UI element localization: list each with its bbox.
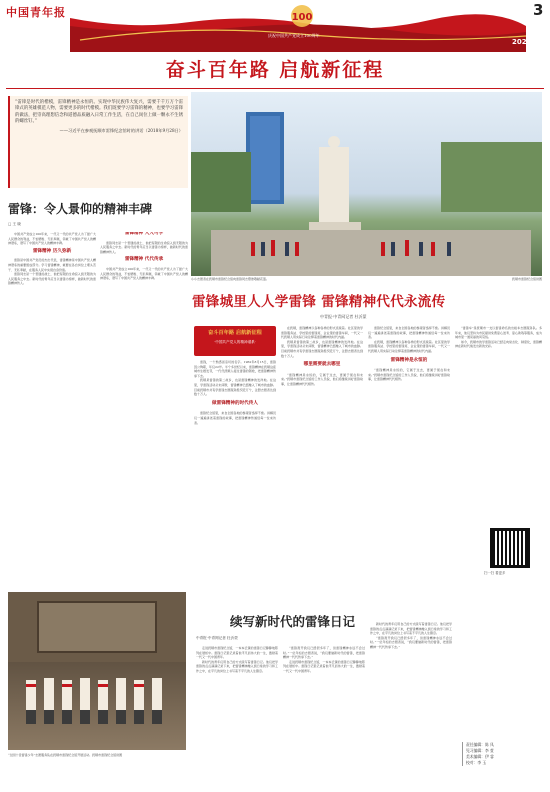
headline-rule [6,88,544,89]
bottom-article-byline: 中青报·中青网记者 杜沂蒙 [196,636,238,640]
qr-label: 扫一扫 看更多 [484,571,506,575]
bottom-col-3 [370,622,452,786]
main-article-byline: 中青报·中青网记者 杜沂蒙 [320,314,367,319]
bottom-para-3: “雷锋离开我们已经很多年了，但雷锋精神永远不会过时。”一位年轻的志愿者说，“我们要做新时代的雷锋，把雷锋精神一代代传承下去。” [283,646,365,660]
left-para-1: 中国共产党成立100年来，一代又一代的共产党人为了最广大人民群众的利益，不怕牺牲、无私奉献，铸就了中国共产党人的精神谱系，谱写了中国共产党人的精神丰碑。 [8,232,96,246]
main-subtitle-1: 做雷锋精神的时代传人 [212,400,258,406]
main-para-2: 抚顺是雷锋的第二故乡，也是雷锋精神的发祥地。在这里，学雷锋活动从未间断，雷锋精神已经融入了城市的血脉。目前抚顺市共有学雷锋志愿服务组织近万个，注册志愿者达到数十万人。 [194,378,276,397]
right-col [455,326,542,522]
year-end: 2021 [512,38,532,46]
bottom-photo [8,592,186,750]
main-photo-credit: 抚顺市雷锋纪念馆供图 [511,277,542,281]
right-para-1: “雷锋车”是抚顺市一支以雷锋命名的出租车志愿服务队。多年来，他们坚持为市民提供免费爱心送考、爱心助残等服务，成为城市里一道亮丽的风景线。 [455,326,542,340]
bottom-para-1: 走进抚顺市雷锋纪念馆，一本本泛黄的雷锋日记静静地陈列在展柜中。雷锋日记里记录着他平凡而伟大的一生，激励着一代又一代中国青年。 [196,646,278,660]
left-subtitle-2: 雷锋精神 历久弥新 [32,248,72,254]
main-photo [191,92,542,276]
left-col-1 [8,232,96,588]
left-para-4: 中国共产党成立100年来，一代又一代的共产党人为了最广大人民群众的利益，不怕牺牲、无私奉献，铸就了中国共产党人的精神谱系，谱写了中国共产党人的精神丰碑。 [100,266,188,281]
main-col-2 [281,326,363,610]
page-headline: 奋斗百年路 启航新征程 [165,59,385,81]
svg-text:100: 100 [291,12,313,23]
left-col-2 [100,232,188,588]
masthead [0,0,550,52]
bottom-para-4: 走进抚顺市雷锋纪念馆，一本本泛黄的雷锋日记静静地陈列在展柜中。雷锋日记里记录着他平凡而伟大的一生，激励着一代又一代中国青年。 [283,659,365,673]
main-subtitle-2: 哪里需要就去哪里 [303,362,341,368]
credit-proof: 校对：李 玉 [466,760,487,765]
banner-decoration [70,0,526,52]
main-para-9: “雷锋精神是永恒的，它属于过去，更属于现在和未来。”抚顺市雷锋纪念馆的工作人员说，他们将继续讲好雷锋故事，让雷锋精神代代相传。 [368,368,450,382]
right-para-2: 如今，抚顺市的学雷锋活动已经走向常态化、制度化，雷锋精神在新时代焕发出新的光彩。 [455,339,542,349]
main-para-7: 雷锋纪念馆里，来自全国各地的参观者络绎不绝。讲解员们一遍遍讲述着雷锋的故事，把雷锋精神传递给每一位来访者。 [368,326,450,340]
main-article-title: 雷锋城里人人学雷锋 雷锋精神代代永流传 [192,294,446,310]
main-col-3 [368,326,450,610]
main-photo-caption: 小小志愿者在抚顺市雷锋纪念馆向雷锋同志塑像敬献花篮。 [191,277,270,281]
main-para-4: 在抚顺，雷锋精神以各种各样的形式延续着。社区里的学雷锋服务站、学校里的雷锋班、企业里的雷锋车间，一代又一代抚顺人用实际行动诠释着雷锋精神的时代内涵。 [281,326,363,340]
quote-box [8,96,188,188]
left-para-3: 雷锋同志是一个普通的战士，他把有限的生命投入到无限的为人民服务之中去。新时代的青年应当以雷锋为榜样，做新时代的雷锋精神传人。 [100,240,188,254]
left-para-2: 雷锋是中国共产党员的杰出代表，雷锋精神是中国共产党人精神谱系的重要组成部分。学习雷锋精神，就要在各自岗位上埋头苦干、无私奉献，在服务人民中实现自身价值。 [8,258,96,272]
banner-text: 庆祝中国共产党成立100周年 [268,33,320,38]
page-number: 3 [533,1,544,19]
credit-art: 美术编辑：伊 睿 [466,754,494,759]
bottom-para-5: 新时代的青年们用自己的方式续写着雷锋日记。他们把学雷锋的点点滴滴记录下来，把雷锋精神融入到日常的学习和工作之中，在平凡的岗位上书写着不平凡的人生篇章。 [370,622,452,636]
left-subtitle-3: 雷锋精神 代代传承 [124,257,164,263]
credits [462,742,544,766]
series-badge-subtitle: ·中国共产党人的精神谱系· [214,340,256,344]
main-para-3: 雷锋纪念馆里，来自全国各地的参观者络绎不绝。讲解员们一遍遍讲述着雷锋的故事，把雷锋精神传递给每一位来访者。 [194,411,276,425]
left-subtitle-1: 雷锋精神 人人可学 [124,232,164,236]
children-group-scene [8,592,186,750]
memorial-scene [191,92,542,276]
series-badge-title: 奋斗百年路 启航新征程 [208,330,262,336]
main-subtitle-3: 雷锋精神是永恒的 [390,357,428,363]
main-para-1: 雷锋，一个熟悉而亲切的名字。1962年8月15日，雷锋因公殉职，年仅22岁。半个多世纪以来，雷锋精神在抚顺这座城市生根发芽，一代代抚顺人接过雷锋的钢枪，把雷锋精神传承下去。 [194,360,276,378]
left-article-byline: □ 王 晓 [8,222,21,226]
left-para-2b: 雷锋同志是一个普通的战士，他把有限的生命投入到无限的为人民服务之中去。新时代的青年应当以雷锋为榜样，做新时代的雷锋精神传人。 [8,272,96,286]
main-para-8: 在抚顺，雷锋精神以各种各样的形式延续着。社区里的学雷锋服务站、学校里的雷锋班、企业里的雷锋车间，一代又一代抚顺人用实际行动诠释着雷锋精神的时代内涵。 [368,339,450,353]
credit-assistant: 见习编辑：李 萱 [466,748,494,753]
bottom-para-6: “雷锋离开我们已经很多年了，但雷锋精神永远不会过时。”一位年轻的志愿者说，“我们要做新时代的雷锋，把雷锋精神一代代传承下去。” [370,635,452,649]
paper-name: 中国青年报 [6,6,66,19]
bottom-col-1 [196,646,278,786]
series-badge [194,326,276,356]
main-para-5: 抚顺是雷锋的第二故乡，也是雷锋精神的发祥地。在这里，学雷锋活动从未间断，雷锋精神已经融入了城市的血脉。目前抚顺市共有学雷锋志愿服务组织近万个，注册志愿者达到数十万人。 [281,339,363,358]
quote-source: ——习近平在参观抚顺市雷锋纪念馆时的讲话（2018年9月28日） [59,127,183,133]
main-para-6: “雷锋精神是永恒的，它属于过去，更属于现在和未来。”抚顺市雷锋纪念馆的工作人员说，他们将继续讲好雷锋故事，让雷锋精神代代相传。 [281,372,363,386]
bottom-article-title: 续写新时代的雷锋日记 [230,614,356,629]
main-col-1 [194,360,276,610]
qr-code[interactable] [490,528,530,568]
left-article-title: 雷锋：令人景仰的精神丰碑 [8,202,153,216]
credit-editor: 责任编辑：陈 凤 [466,742,494,747]
quote-text: “雷锋是时代的楷模，雷锋精神是永恒的。实现中华民族伟大复兴，需要千千万万个雷锋式的英雄模范人物，需要更多的时代楷模。我们既要学习雷锋的精神，也要学习雷锋的做法，把崇高理想信念和道德品质融入日常工作生活，在自己岗位上做一颗永不生锈的螺丝钉。” [15,100,183,125]
bottom-para-2: 新时代的青年们用自己的方式续写着雷锋日记。他们把学雷锋的点点滴滴记录下来，把雷锋精神融入到日常的学习和工作之中，在平凡的岗位上书写着不平凡的人生篇章。 [196,659,278,673]
bottom-photo-caption: “全国十佳雷锋少年”志愿服务队在抚顺市雷锋纪念馆开展活动。抚顺市雷锋纪念馆供图 [8,753,123,757]
bottom-col-2 [283,646,365,786]
year-start: 1921 [6,38,26,46]
